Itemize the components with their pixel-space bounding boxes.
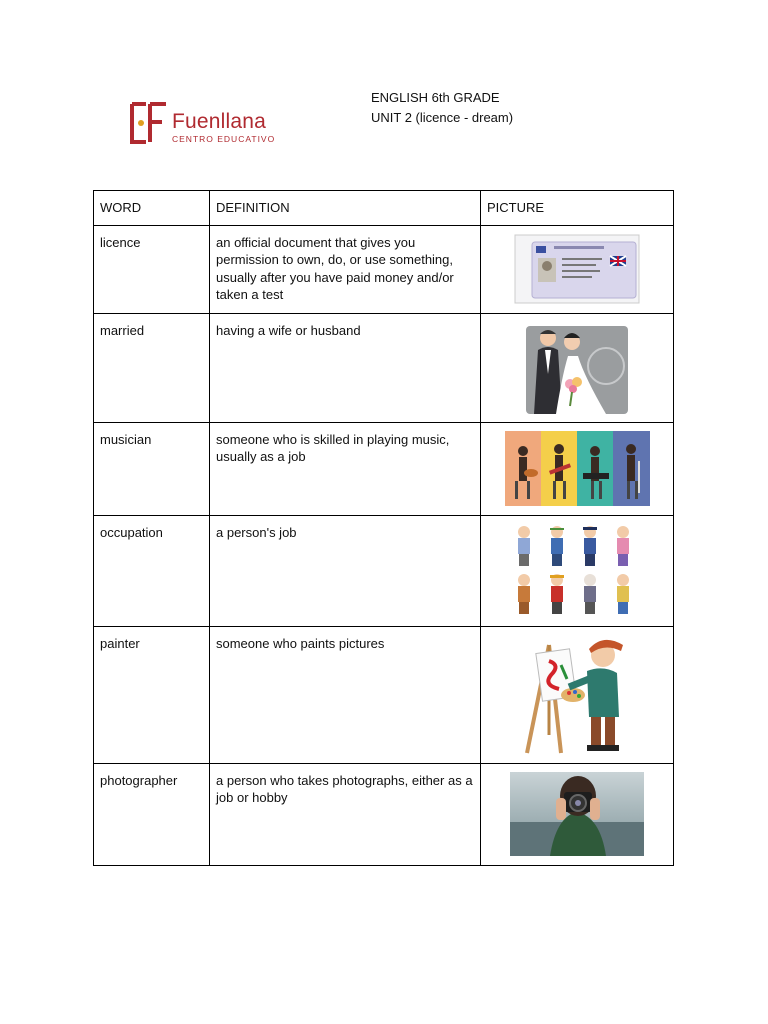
- header-definition: DEFINITION: [210, 191, 481, 226]
- header-word: WORD: [94, 191, 210, 226]
- occupations-picture: [512, 524, 642, 618]
- table-header-row: [94, 191, 674, 226]
- word-cell: licence: [94, 225, 210, 313]
- word-cell: painter: [94, 626, 210, 763]
- word-cell: photographer: [94, 763, 210, 865]
- logo-name: Fuenllana: [172, 110, 267, 133]
- photographer-picture: [510, 772, 644, 856]
- musicians-picture: [505, 431, 650, 506]
- table-row: [94, 313, 674, 422]
- header-picture: PICTURE: [481, 191, 674, 226]
- picture-cell: [481, 422, 674, 515]
- painter-picture: [521, 635, 631, 755]
- word-cell: occupation: [94, 515, 210, 626]
- header-unit: UNIT 2 (licence - dream): [371, 110, 514, 125]
- definition-cell: someone who is skilled in playing music, usually as a job: [210, 422, 481, 515]
- picture-cell: [481, 225, 674, 313]
- definition-cell: having a wife or husband: [210, 313, 481, 422]
- driving-licence-picture: [514, 234, 640, 304]
- picture-cell: [481, 515, 674, 626]
- word-cell: married: [94, 313, 210, 422]
- vocabulary-table: [93, 190, 674, 866]
- picture-cell: [481, 626, 674, 763]
- logo-subtitle: CENTRO EDUCATIVO: [172, 134, 276, 144]
- wedding-couple-picture: [526, 326, 628, 414]
- table-row: [94, 515, 674, 626]
- definition-cell: someone who paints pictures: [210, 626, 481, 763]
- table-row: [94, 422, 674, 515]
- table-row: [94, 763, 674, 865]
- definition-cell: an official document that gives you permission to own, do, or use something, usually after you have paid money and/or taken a test: [210, 225, 481, 313]
- table-row: [94, 225, 674, 313]
- document-header: [371, 88, 513, 128]
- definition-cell: a person who takes photographs, either as a job or hobby: [210, 763, 481, 865]
- table-row: [94, 626, 674, 763]
- definition-cell: a person's job: [210, 515, 481, 626]
- header-subject: ENGLISH 6th GRADE: [371, 90, 500, 105]
- logo-mark-icon: [128, 100, 168, 146]
- picture-cell: [481, 763, 674, 865]
- picture-cell: [481, 313, 674, 422]
- word-cell: musician: [94, 422, 210, 515]
- school-logo: [128, 100, 288, 148]
